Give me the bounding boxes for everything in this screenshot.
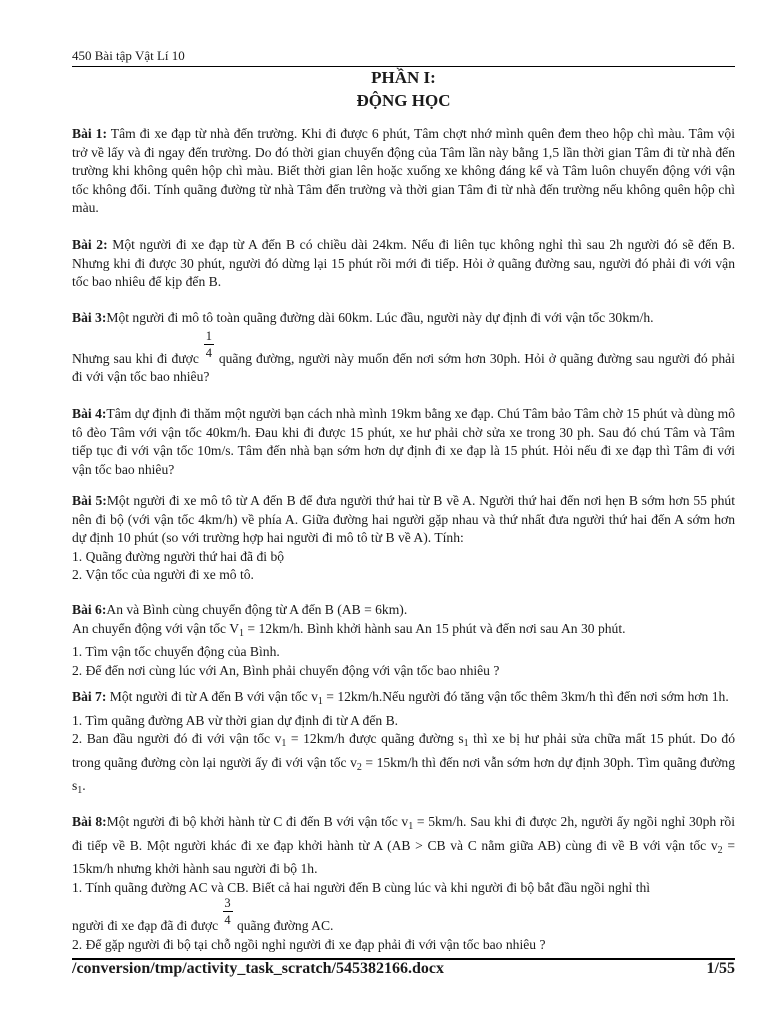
subscript: 2 — [356, 761, 362, 773]
problem-text: quãng đường, người này muốn đến nơi sớm hơn 30ph. Hỏi ở quãng đường sau người đó phải đi với vận tốc bao nhiêu? — [72, 350, 735, 384]
problem-text: Một người đi xe mô tô từ A đến B để đưa người thứ hai từ B về A. Người thứ hai đến nơi hẹn B sớm hơn 55 phút nên đi bộ (với vận tốc 4km/h) về phía A. Giữa đường hai người gặp nhau và thứ nhất đưa người thứ hai đến A sớm hơn dự định 10 phút (so với trường hợp hai người đi mô tô từ B về A). Tính: — [72, 493, 735, 545]
footer-file-path: /conversion/tmp/activity_task_scratch/545382166.docx — [72, 960, 444, 977]
sub-question: 1. Quãng đường người thứ hai đã đi bộ — [72, 548, 285, 564]
problem-text: Một người đi từ A đến B với vận tốc v — [106, 689, 318, 704]
sub-question: 1. Tính quãng đường AC và CB. Biết cả hai người đến B cùng lúc và khi người đi bộ bắt đầu ngồi nghỉ thì — [72, 879, 651, 895]
problem-text: Một người đi mô tô toàn quãng đường dài 60km. Lúc đầu, người này dự định đi với vận tốc 30km/h. — [106, 310, 654, 325]
problem-text: Tâm đi xe đạp từ nhà đến trường. Khi đi được 6 phút, Tâm chợt nhớ mình quên đem theo hộp chì màu. Tâm vội trở về lấy và đi ngay đến trường. Do đó thời gian chuyển động của Tâm lần này bằng 1,5 lần thời gian Tâm đi từ nhà đến trường khi không quên hộp chì màu. Biết thời gian lên hoặc xuống xe không đáng kể và Tâm luôn chuyển động với vận tốc không đổi. Tính quãng đường từ nhà Tâm đến trường và thời gian Tâm đi từ nhà đến trường nếu không quên hộp chì màu. — [72, 126, 735, 215]
subscript: 1 — [239, 627, 245, 639]
problem-text: Một người đi xe đạp từ A đến B có chiều dài 24km. Nếu đi liên tục không nghỉ thì sau 2h người đó sẽ đến B. Nhưng khi đi được 30 phút, người đó dừng lại 15 phút rồi mới đi tiếp. Hỏi ở quãng đường sau, người đó phải đi với vận tốc bao nhiêu để kịp đến B. — [72, 237, 735, 289]
subscript: 1 — [317, 696, 323, 707]
fraction-numerator: 1 — [205, 328, 212, 343]
problem-text: thì xe bị hư phải sửa chữa mất 15 phút. Do đó trong quãng đường còn lại người ấy đi với vận tốc v — [72, 731, 735, 770]
sub-question: 2. Vận tốc của người đi xe mô tô. — [72, 567, 254, 582]
problem-label: Bài 7: — [72, 689, 107, 704]
problem-text: = 15km/h nhưng khởi hành sau người đi bộ 1h. — [72, 837, 735, 876]
problem-text: quãng đường AC. — [233, 918, 334, 933]
problem-4 — [72, 405, 735, 479]
problem-text: . — [82, 778, 86, 793]
subscript: 1 — [408, 821, 414, 832]
page-number: 1/55 — [706, 960, 735, 977]
problem-label: Bài 1: — [72, 126, 108, 141]
problem-text: = 5km/h. Sau khi đi được 2h, người ấy ngồi nghỉ 30ph rồi đi tiếp về B. Một người khác đi xe đạp khởi hành từ A (AB > CB và C nằm giữa AB) cùng đi về B với vận tốc v — [72, 814, 735, 853]
problem-label: Bài 8: — [72, 814, 107, 829]
subscript: 1 — [463, 738, 469, 749]
problem-label: Bài 3: — [72, 310, 107, 325]
part-title: PHẦN I: — [371, 68, 436, 87]
sub-question: 2. Để gặp người đi bộ tại chỗ ngồi nghỉ người đi xe đạp phải đi với vận tốc bao nhiêu ? — [72, 936, 546, 952]
problem-text: người đi xe đạp đã đi được — [72, 918, 222, 933]
problem-1 — [72, 125, 735, 218]
sub-question: 1. Tìm vận tốc chuyển động của Bình. — [72, 644, 280, 659]
sub-question: 2. Để đến nơi cùng lúc với An, Bình phải chuyển động với vận tốc bao nhiêu ? — [72, 662, 500, 678]
problem-label: Bài 2: — [72, 237, 108, 252]
problem-text: Nhưng sau khi đi được — [72, 350, 203, 366]
problem-2 — [72, 236, 735, 292]
running-header: 450 Bài tập Vật Lí 10 — [72, 48, 185, 63]
chapter-title: ĐỘNG HỌC — [356, 91, 451, 110]
problem-text: Một người đi bộ khởi hành từ C đi đến B với vận tốc v — [106, 814, 409, 829]
problem-label: Bài 5: — [72, 493, 107, 508]
subscript: 2 — [717, 844, 723, 856]
running-footer — [72, 960, 735, 978]
problem-5 — [72, 492, 735, 585]
problem-text: 2. Ban đầu người đó đi với vận tốc v — [72, 731, 282, 746]
problem-text: = 12km/h.Nếu người đó tăng vận tốc thêm 3km/h thì đến nơi sớm hơn 1h. — [322, 689, 729, 704]
problem-6 — [72, 601, 735, 680]
fraction-bar — [204, 344, 214, 345]
problem-label: Bài 4: — [72, 406, 107, 421]
header-rule — [72, 66, 735, 67]
fraction — [222, 896, 234, 930]
subscript: 1 — [77, 785, 83, 796]
problem-text: = 12km/h. Bình khởi hành sau An 15 phút và đến nơi sau An 30 phút. — [244, 620, 626, 636]
subscript: 1 — [281, 738, 287, 749]
fraction — [203, 328, 215, 363]
problem-7 — [72, 688, 735, 801]
fraction-denominator: 4 — [205, 345, 212, 360]
sub-question — [72, 730, 735, 801]
problem-text: Tâm dự định đi thăm một người bạn cách nhà mình 19km bằng xe đạp. Chú Tâm bảo Tâm chờ 15 phút và dùng mô tô đèo Tâm với vận tốc 40km/h. Đau khi đi được 15 phút, xe hư phải chờ sửa xe trong 30 ph. Sau đó chú Tâm và Tâm tiếp tục đi với vận tốc 10m/s. Tâm đến nhà bạn sớm hơn dự định đi xe đạp là 15 phút. Hỏi nếu đi xe đạp thì Tâm đi với vận tốc bao nhiêu? — [72, 406, 735, 477]
fraction-denominator: 4 — [224, 913, 231, 927]
fraction-bar — [223, 911, 233, 912]
problem-text: = 15km/h thì đến nơi vẫn sớm hơn dự định 30ph. Tìm quãng đường s — [72, 754, 735, 793]
problem-3 — [72, 309, 735, 387]
fraction-numerator: 3 — [224, 896, 231, 910]
problem-text: An và Bình cùng chuyển động từ A đến B (AB = 6km). — [106, 602, 408, 617]
problem-text: = 12km/h được quãng đường s — [286, 731, 464, 746]
problem-label: Bài 6: — [72, 602, 107, 617]
sub-question: 1. Tìm quãng đường AB vừ thời gian dự định đi từ A đến B. — [72, 712, 399, 728]
problem-8 — [72, 813, 735, 954]
problem-text: An chuyển động với vận tốc V — [72, 620, 240, 636]
